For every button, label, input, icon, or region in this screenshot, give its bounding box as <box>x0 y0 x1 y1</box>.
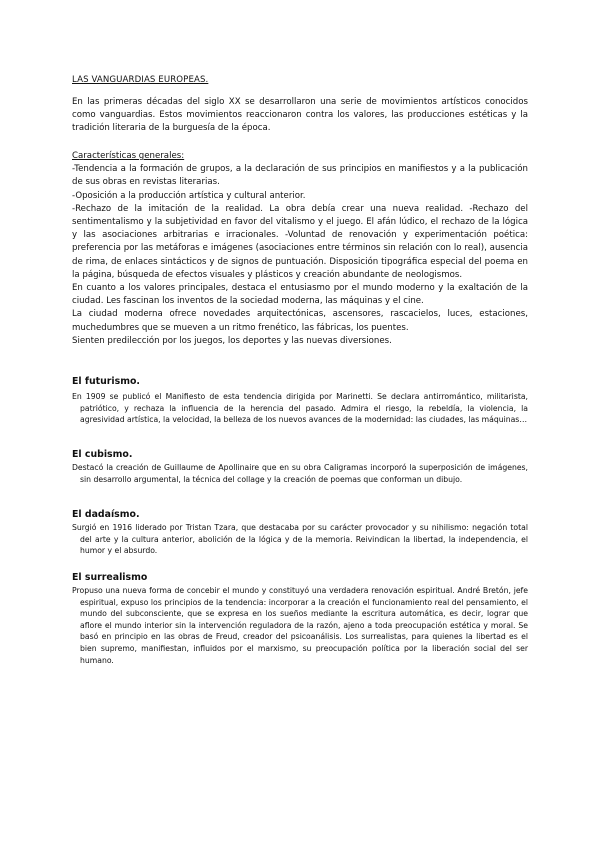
city-paragraph: La ciudad moderna ofrece novedades arquitectónicas, ascensores, rascacielos, luces, estaciones, muchedumbres que se mueven a un ritmo frenético, las fábricas, los puentes. <box>72 309 528 333</box>
dadaismo-heading: El dadaísmo. <box>72 509 140 520</box>
rejection-paragraph: -Rechazo de la imitación de la realidad. La obra debía crear una nueva realidad. -Rechazo del sentimentalismo y la subjetividad en favor del vitalismo y el juego. El afán lúdico, el rechazo de la lógica y las asociaciones arbitrarias e irracionales. -Voluntad de renovación y experimentación poética: preferencia por las metáforas e imágenes (asociaciones entre términos sin relación con lo real), ausencia de rima, de enlaces sintácticos y de signos de puntuación. Disposición tipográfica especial del poema en la página, búsqueda de efectos visuales y plásticos y creación abundante de neologismos. <box>72 203 528 280</box>
dadaismo-text: Surgió en 1916 liderado por Tristan Tzara, que destacaba por su carácter provocador y su nihilismo: negación total del arte y la cultura anterior, abolición de la lógica y de la memoria. Reivindican la libertad, la independencia, el humor y el absurdo. <box>72 523 528 556</box>
futurismo-heading: El futurismo. <box>72 376 140 387</box>
general-characteristics <box>72 150 528 348</box>
futurismo-text: En 1909 se publicó el Manifiesto de esta tendencia dirigida por Marinetti. Se declara antirromántico, militarista, patriótico, y rechaza la influencia de la herencia del pasado. Admira el riesgo, la rebeldía, la violencia, la agresividad artística, la velocidad, la belleza de los nuevos avances de la modernidad: las ciudades, las máquinas… <box>72 392 528 425</box>
intro-paragraph: En las primeras décadas del siglo XX se desarrollaron una serie de movimientos artísticos conocidos como vanguardias. Estos movimientos reaccionaron contra los valores, las producciones estéticas y la tradición literaria de la burguesía de la época. <box>72 97 528 134</box>
surrealismo-heading: El surrealismo <box>72 572 148 583</box>
tendency-paragraph: -Tendencia a la formación de grupos, a la declaración de sus principios en manifiestos y a la publicación de sus obras en revistas literarias. <box>72 164 528 188</box>
cubismo-text: Destacó la creación de Guillaume de Apollinaire que en su obra Caligramas incorporó la superposición de imágenes, sin desarrollo argumental, la técnica del collage y la creación de poemas que conforman un dibujo. <box>72 463 528 484</box>
document-title: LAS VANGUARDIAS EUROPEAS. <box>72 75 209 85</box>
surrealismo-text: Propuso una nueva forma de concebir el mundo y constituyó una verdadera renovación espiritual. André Bretón, jefe espiritual, expuso los principios de la tendencia: incorporar a la creación el funcionamiento real del pensamiento, el mundo del subconsciente, que se expresa en los sueños mediante la escritura automática, es decir, lograr que aflore el mundo interior sin la intervención reguladora de la razón, ajeno a toda preocupación estética y moral. Se basó en principio en las obras de Freud, creador del psicoanálisis. Los surrealistas, para quienes la libertad es el bien supremo, manifiestan, influidos por el marxismo, su preocupación política por la liberación social del ser humano. <box>72 586 528 665</box>
opposition-paragraph: -Oposición a la producción artística y cultural anterior. <box>72 190 306 201</box>
predilection-paragraph: Sienten predilección por los juegos, los deportes y las nuevas diversiones. <box>72 335 392 346</box>
cubismo-heading: El cubismo. <box>72 449 133 460</box>
general-characteristics-label: Características generales: <box>72 151 185 161</box>
values-paragraph: En cuanto a los valores principales, destaca el entusiasmo por el mundo moderno y la exaltación de la ciudad. Les fascinan los inventos de la sociedad moderna, las máquinas y el cine. <box>72 283 528 307</box>
